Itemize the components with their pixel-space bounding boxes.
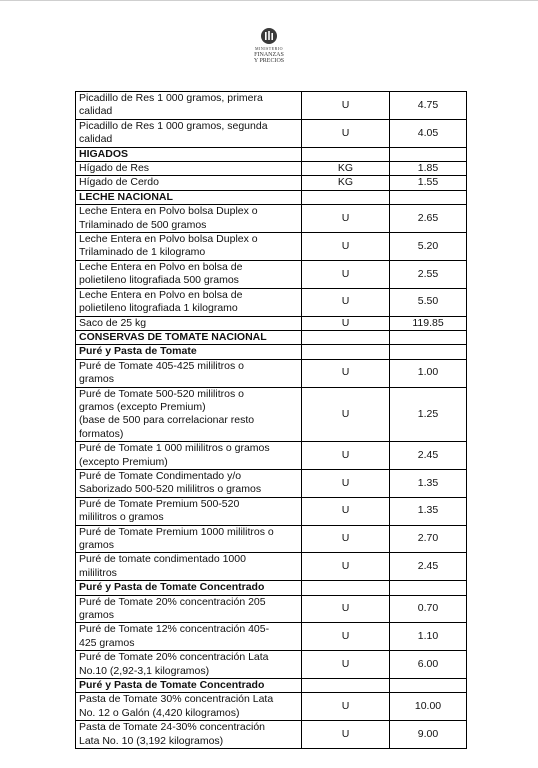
unit-cell: U xyxy=(302,553,390,581)
table-row xyxy=(76,387,467,442)
unit-cell: U xyxy=(302,623,390,651)
product-description xyxy=(76,260,302,288)
table-row xyxy=(76,693,467,721)
description-line: LECHE NACIONAL xyxy=(79,190,173,203)
description-line: Leche Entera en Polvo bolsa Duplex o xyxy=(79,233,258,246)
product-description xyxy=(76,92,302,120)
org-line-3: Y PRECIOS xyxy=(253,58,285,64)
description-line: Puré de Tomate 500-520 mililitros o xyxy=(79,387,244,400)
product-description xyxy=(76,595,302,623)
description-line: Puré de Tomate 1 000 mililitros o gramos xyxy=(79,442,270,455)
section-header-row xyxy=(76,679,467,693)
product-description xyxy=(76,553,302,581)
description-line: CONSERVAS DE TOMATE NACIONAL xyxy=(79,330,267,343)
description-line: Saco de 25 kg xyxy=(79,316,147,329)
description-line: gramos xyxy=(79,609,115,622)
price-cell: 0.70 xyxy=(390,595,467,623)
description-line: (excepto Premium) xyxy=(79,455,168,468)
price-cell: 119.85 xyxy=(390,316,467,330)
description-line: No.10 (2,92-3,1 kilogramos) xyxy=(79,664,210,677)
table-row xyxy=(76,205,467,233)
org-line-1: MINISTERIO xyxy=(254,46,284,51)
description-line: Trilaminado de 1 kilogramo xyxy=(79,246,206,259)
table-row xyxy=(76,497,467,525)
price-cell: 5.50 xyxy=(390,288,467,316)
unit-cell: U xyxy=(302,693,390,721)
price-cell: 4.75 xyxy=(390,92,467,120)
description-line: HIGADOS xyxy=(79,147,129,160)
table-row xyxy=(76,623,467,651)
table-row xyxy=(76,525,467,553)
ministry-logo xyxy=(0,27,538,64)
unit-cell xyxy=(302,147,390,161)
table-row xyxy=(76,260,467,288)
product-description xyxy=(76,162,302,176)
product-description xyxy=(76,345,302,359)
table-row xyxy=(76,92,467,120)
product-description xyxy=(76,205,302,233)
unit-cell: U xyxy=(302,595,390,623)
unit-cell: U xyxy=(302,92,390,120)
product-description xyxy=(76,316,302,330)
price-cell: 1.10 xyxy=(390,623,467,651)
price-table-body xyxy=(76,92,467,749)
price-cell: 2.70 xyxy=(390,525,467,553)
table-row xyxy=(76,316,467,330)
unit-cell: U xyxy=(302,316,390,330)
description-line: gramos xyxy=(79,539,115,551)
unit-cell: KG xyxy=(302,176,390,190)
product-description xyxy=(76,288,302,316)
price-cell: 2.55 xyxy=(390,260,467,288)
price-table xyxy=(75,91,467,749)
unit-cell xyxy=(302,330,390,344)
description-line: Puré de Tomate 20% concentración 205 xyxy=(79,595,266,608)
product-description xyxy=(76,721,302,749)
description-line: calidad xyxy=(79,133,113,146)
org-line-2: FINANZAS xyxy=(254,52,284,58)
unit-cell: U xyxy=(302,721,390,749)
table-row xyxy=(76,721,467,749)
price-cell: 2.45 xyxy=(390,553,467,581)
product-description xyxy=(76,233,302,261)
product-description xyxy=(76,623,302,651)
section-header-row xyxy=(76,345,467,359)
table-row xyxy=(76,162,467,176)
price-cell: 9.00 xyxy=(390,721,467,749)
price-cell xyxy=(390,679,467,693)
table-row xyxy=(76,288,467,316)
table-row xyxy=(76,119,467,147)
description-line: (base de 500 para correlacionar resto xyxy=(79,414,255,427)
product-description xyxy=(76,525,302,553)
description-line: Pasta de Tomate 24-30% concentración xyxy=(79,721,266,734)
table-row xyxy=(76,233,467,261)
price-cell xyxy=(390,581,467,595)
description-line: Puré de Tomate 405-425 mililitros o xyxy=(79,359,244,372)
price-cell: 1.35 xyxy=(390,469,467,497)
table-row xyxy=(76,469,467,497)
description-line: Puré y Pasta de Tomate Concentrado xyxy=(79,581,265,594)
section-header-row xyxy=(76,190,467,204)
description-line: polietileno litografiada 1 kilogramo xyxy=(79,302,238,315)
description-line: Lata No. 10 (3,192 kilogramos) xyxy=(79,734,224,747)
description-line: Picadillo de Res 1 000 gramos, segunda xyxy=(79,119,268,132)
unit-cell: U xyxy=(302,651,390,679)
unit-cell: U xyxy=(302,442,390,470)
section-header-row xyxy=(76,330,467,344)
unit-cell: U xyxy=(302,233,390,261)
unit-cell xyxy=(302,679,390,693)
table-row xyxy=(76,651,467,679)
table-row xyxy=(76,359,467,387)
section-header-row xyxy=(76,581,467,595)
description-line: Leche Entera en Polvo en bolsa de xyxy=(79,260,243,273)
description-line: Puré de Tomate Condimentado y/o xyxy=(79,469,242,482)
product-description xyxy=(76,190,302,204)
unit-cell: U xyxy=(302,469,390,497)
description-line: gramos (excepto Premium) xyxy=(79,400,206,413)
unit-cell xyxy=(302,190,390,204)
price-cell xyxy=(390,345,467,359)
unit-cell: U xyxy=(302,525,390,553)
page-top-rule xyxy=(0,0,538,1)
product-description xyxy=(76,581,302,595)
description-line: Trilaminado de 500 gramos xyxy=(79,218,207,231)
section-header-row xyxy=(76,147,467,161)
price-cell: 1.35 xyxy=(390,497,467,525)
price-cell: 1.25 xyxy=(390,387,467,442)
unit-cell: U xyxy=(302,497,390,525)
description-line: Puré de Tomate 20% concentración Lata xyxy=(79,651,269,664)
description-line: Picadillo de Res 1 000 gramos, primera xyxy=(79,92,263,104)
table-row xyxy=(76,595,467,623)
unit-cell: U xyxy=(302,260,390,288)
description-line: Puré de Tomate Premium 1000 mililitros o xyxy=(79,525,274,538)
product-description xyxy=(76,330,302,344)
product-description xyxy=(76,497,302,525)
description-line: Leche Entera en Polvo bolsa Duplex o xyxy=(79,205,258,218)
price-cell: 4.05 xyxy=(390,119,467,147)
unit-cell xyxy=(302,581,390,595)
description-line: Puré de tomate condimentado 1000 xyxy=(79,553,246,566)
description-line: mililitros o gramos xyxy=(79,511,164,524)
description-line: 425 gramos xyxy=(79,636,135,649)
description-line: Puré y Pasta de Tomate xyxy=(79,345,197,358)
description-line: mililitros xyxy=(79,566,117,579)
price-cell xyxy=(390,330,467,344)
product-description xyxy=(76,693,302,721)
product-description xyxy=(76,469,302,497)
unit-cell: U xyxy=(302,359,390,387)
ministry-emblem-icon xyxy=(260,27,278,45)
unit-cell: U xyxy=(302,119,390,147)
description-line: calidad xyxy=(79,105,113,118)
description-line: Hígado de Res xyxy=(79,162,150,175)
description-line: Leche Entera en Polvo en bolsa de xyxy=(79,288,243,301)
table-row xyxy=(76,176,467,190)
product-description xyxy=(76,679,302,693)
price-cell: 6.00 xyxy=(390,651,467,679)
unit-cell: KG xyxy=(302,162,390,176)
price-cell xyxy=(390,190,467,204)
price-cell: 10.00 xyxy=(390,693,467,721)
description-line: Puré de Tomate Premium 500-520 xyxy=(79,497,240,510)
price-cell: 1.85 xyxy=(390,162,467,176)
unit-cell: U xyxy=(302,387,390,442)
description-line: No. 12 o Galón (4,420 kilogramos) xyxy=(79,706,240,719)
unit-cell: U xyxy=(302,205,390,233)
table-row xyxy=(76,442,467,470)
price-cell xyxy=(390,147,467,161)
product-description xyxy=(76,119,302,147)
price-cell: 1.55 xyxy=(390,176,467,190)
price-cell: 1.00 xyxy=(390,359,467,387)
description-line: Hígado de Cerdo xyxy=(79,176,159,189)
description-line: Puré y Pasta de Tomate Concentrado xyxy=(79,679,265,692)
product-description xyxy=(76,442,302,470)
price-cell: 5.20 xyxy=(390,233,467,261)
price-cell: 2.45 xyxy=(390,442,467,470)
description-line: formatos) xyxy=(79,427,124,440)
product-description xyxy=(76,387,302,442)
description-line: Pasta de Tomate 30% concentración Lata xyxy=(79,693,274,706)
unit-cell xyxy=(302,345,390,359)
product-description xyxy=(76,147,302,161)
product-description xyxy=(76,176,302,190)
product-description xyxy=(76,359,302,387)
description-line: Saborizado 500-520 mililitros o gramos xyxy=(79,483,262,496)
table-row xyxy=(76,553,467,581)
description-line: gramos xyxy=(79,373,115,386)
description-line: polietileno litografiada 500 gramos xyxy=(79,274,239,287)
unit-cell: U xyxy=(302,288,390,316)
product-description xyxy=(76,651,302,679)
price-cell: 2.65 xyxy=(390,205,467,233)
description-line: Puré de Tomate 12% concentración 405- xyxy=(79,623,270,636)
